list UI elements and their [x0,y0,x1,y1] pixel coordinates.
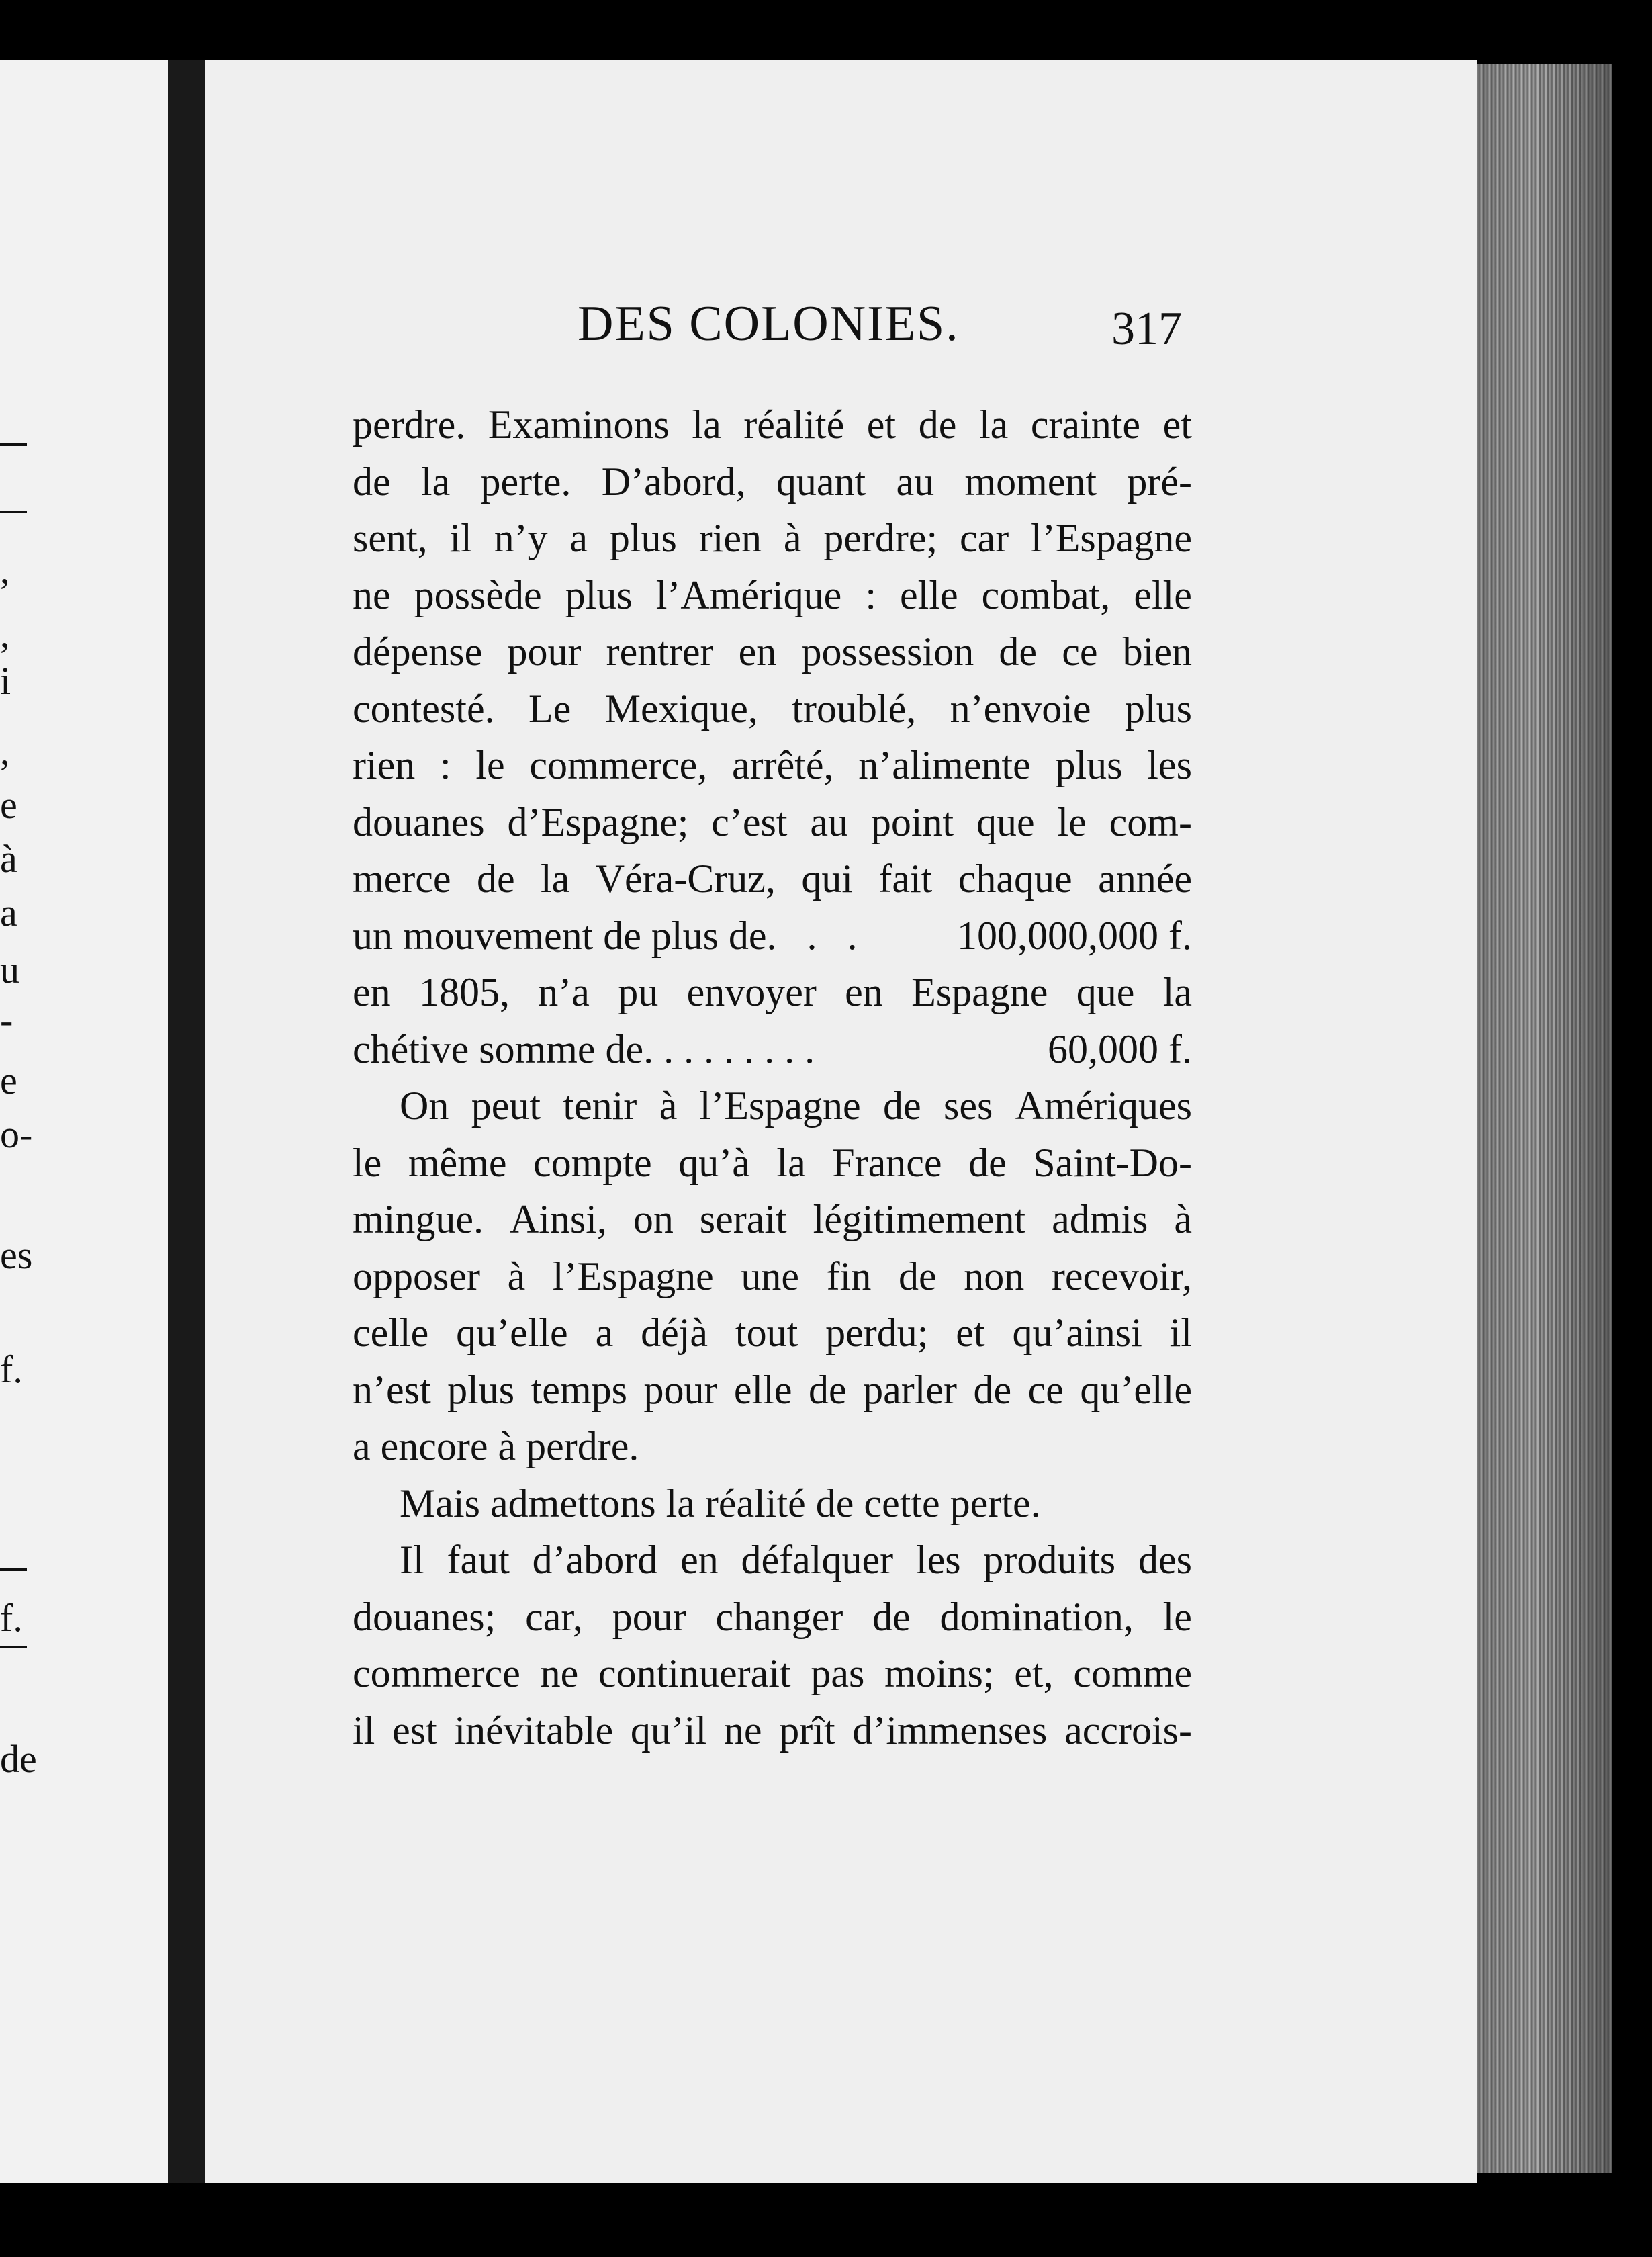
word: moment [964,459,1097,504]
facing-page-fragment: es [0,1233,33,1277]
word: ce [1027,1367,1064,1412]
word: peut [471,1083,541,1128]
word: ne [723,1708,762,1753]
word: fait [878,856,933,901]
word: car, [525,1594,583,1639]
facing-page-fragment: - [0,998,13,1042]
word: de [999,629,1038,674]
word: elle [900,572,958,617]
word: inévitable [454,1708,614,1753]
word: le [1057,799,1087,844]
word: à [507,1253,526,1298]
word: Examinons [488,402,670,447]
word: l’Espagne [699,1083,861,1128]
text-line [353,1475,1192,1532]
word: l’Espagne [1031,516,1192,560]
word: en [845,970,883,1014]
word: pu [618,970,659,1014]
word: pour [643,1367,718,1412]
word: a [595,1311,614,1355]
running-head: DES COLONIES. [578,296,960,351]
word: un mouvement de plus de. . . [353,913,858,958]
text-line [353,794,1192,851]
word: n’envoie [950,686,1091,731]
word: envoyer [686,970,817,1014]
word: la [1162,970,1192,1014]
word: Il [400,1538,424,1582]
word: non [964,1253,1025,1298]
word: même [408,1140,507,1185]
word: des [1138,1538,1192,1582]
word: de [973,1367,1012,1412]
word: chétive somme de. . . . . . . . . [353,1026,815,1071]
word: à [783,516,802,560]
word: tout [735,1311,798,1355]
word: année [1098,856,1192,901]
word: Ainsi, [509,1197,607,1241]
word: rien [698,516,762,560]
word: elle [733,1367,792,1412]
word: qu’à [678,1140,750,1185]
book-gutter [168,60,205,2183]
text-line [353,1532,1192,1589]
word: de [898,1253,937,1298]
word: en [353,970,391,1014]
word: com- [1109,799,1192,844]
word: douanes; [353,1594,496,1639]
word: les [915,1538,961,1582]
text-line [353,1702,1192,1759]
text-line [353,1418,1192,1475]
word: en [680,1538,719,1582]
word: serait [699,1197,787,1241]
text-line [353,1589,1192,1646]
word: est [392,1708,437,1753]
word: ne [353,572,391,617]
word: celle [353,1311,429,1355]
word: l’Amérique [655,572,842,617]
word: continuerait [598,1651,791,1695]
word: défalquer [741,1538,894,1582]
word: le [1162,1594,1192,1639]
word: parler [863,1367,958,1412]
text-line [353,1135,1192,1192]
text-line [353,964,1192,1021]
word: plus [1124,686,1192,731]
word: la [420,459,451,504]
word: rentrer [606,629,714,674]
text-line [353,623,1192,680]
text-line [353,680,1192,738]
text-line [353,850,1192,908]
word: changer [715,1594,843,1639]
word: de [809,1367,847,1412]
facing-page-fragment: e [0,783,17,827]
facing-page-fragment: u [0,948,19,991]
word: : [440,743,451,787]
word: de [353,459,391,504]
word: accrois- [1064,1708,1192,1753]
word: 1805, [418,970,510,1014]
word: il [353,1708,375,1753]
word: 60,000 f. [1048,1026,1192,1071]
word: d’Espagne; [507,799,689,844]
word: de [918,402,957,447]
text-line [353,1077,1192,1135]
word: tenir [563,1083,637,1128]
word: faut [447,1538,510,1582]
word: d’immenses [852,1708,1048,1753]
facing-page-fragment: a [0,891,17,934]
word: a encore à perdre. [353,1424,639,1468]
facing-page-fragment: o- [0,1112,33,1156]
word: temps [531,1367,627,1412]
word: n’alimente [858,743,1031,787]
word: n’y [494,516,548,560]
word: d’abord [532,1538,658,1582]
text-line [353,567,1192,624]
word: opposer [353,1253,480,1298]
text-line [353,737,1192,794]
facing-page-fragment: i [0,659,11,703]
word: perdre; [823,516,938,560]
word: elle [1134,572,1192,617]
facing-page-fragment: de [0,1737,37,1781]
word: pour [612,1594,686,1639]
page-number: 317 [1111,303,1182,355]
facing-page-rule [0,1568,27,1571]
word: 100,000,000 f. [957,913,1192,958]
word: et [866,402,897,447]
word: l’Espagne [552,1253,714,1298]
facing-page-fragment: f. [0,1596,23,1640]
word: de [476,856,515,901]
word: à [659,1083,678,1128]
word: qu’ainsi [1012,1311,1142,1355]
facing-page-rule [0,1646,27,1648]
facing-page-fragment: , [0,729,10,773]
word: à [1174,1197,1192,1241]
word: mingue. [353,1197,484,1241]
word: que [976,799,1035,844]
text-line [353,1645,1192,1702]
word: les [1147,743,1192,787]
text-line [353,1362,1192,1419]
word: qui [801,856,853,901]
word: en [738,629,777,674]
word: n’a [538,970,590,1014]
word: le [353,1140,382,1185]
word: la [776,1140,806,1185]
word: le [475,743,505,787]
word: Espagne [911,970,1048,1014]
word: recevoir, [1051,1253,1192,1298]
word: possède [414,572,542,617]
word: une [741,1253,800,1298]
word: perdu; [825,1311,929,1355]
word: pas [811,1651,865,1695]
word: compte [533,1140,652,1185]
word: car [959,516,1009,560]
text-line [353,1191,1192,1248]
word: c’est [711,799,788,844]
word: Mexique, [604,686,758,731]
word: au [810,799,848,844]
word: D’abord, [601,459,746,504]
word: quant [776,459,866,504]
word: arrêté, [731,743,834,787]
facing-page-fragment: e [0,1059,17,1102]
word: Saint-Do- [1033,1140,1192,1185]
word: plus [1055,743,1123,787]
word: la [978,402,1009,447]
word: chaque [958,856,1072,901]
word: qu’elle [456,1311,568,1355]
word: de [968,1140,1007,1185]
word: commerce [353,1651,520,1695]
facing-page-fragment: à [0,837,17,881]
text-line [353,1248,1192,1305]
word: perdre. [353,402,466,447]
word: perte. [480,459,571,504]
word: produits [983,1538,1116,1582]
word: ce [1062,629,1098,674]
word: pré- [1127,459,1192,504]
word: merce [353,856,451,901]
word: sent, [353,516,428,560]
facing-page-fragment: , [0,612,10,656]
word: qu’elle [1080,1367,1192,1412]
word: déjà [641,1311,708,1355]
word: rien [353,743,416,787]
word: dépense [353,629,483,674]
word: possession [801,629,974,674]
word: Amériques [1015,1083,1192,1128]
body-text [353,396,1192,1759]
word: comme [1073,1651,1192,1695]
word: au [896,459,935,504]
word: ne [540,1651,579,1695]
text-line [353,1304,1192,1362]
word: point [870,799,954,844]
word: de [882,1083,921,1128]
word: de [872,1594,911,1639]
facing-page-fragment: , [0,548,10,592]
word: légitimement [813,1197,1026,1241]
word: prît [779,1708,835,1753]
word: réalité [743,402,845,447]
word: fin [826,1253,872,1298]
word: ses [943,1083,993,1128]
word: que [1076,970,1135,1014]
word: et [956,1311,985,1355]
text-line [353,396,1192,453]
word: la [692,402,721,447]
word: on [633,1197,674,1241]
word: France [832,1140,942,1185]
word: qu’il [630,1708,707,1753]
word: admis [1052,1197,1148,1241]
word: plus [565,572,633,617]
word: : [865,572,876,617]
word: moins; [884,1651,995,1695]
word: douanes [353,799,485,844]
facing-page-fragment: f. [0,1347,23,1391]
word: commerce, [529,743,708,787]
text-line [353,908,1192,965]
word: Le [528,686,571,731]
word: il [449,516,472,560]
word: a [569,516,588,560]
word: plus [609,516,677,560]
word: combat, [981,572,1111,617]
word: domination, [939,1594,1134,1639]
word: et, [1014,1651,1054,1695]
word: bien [1122,629,1192,674]
word: Véra-Cruz, [595,856,776,901]
word: la [541,856,570,901]
word: n’est [353,1367,431,1412]
text-line [353,1021,1192,1078]
text-line [353,453,1192,511]
word: contesté. [353,686,495,731]
facing-page-rule [0,511,27,513]
text-line [353,510,1192,567]
word: il [1169,1311,1192,1355]
facing-page-rule [0,443,27,446]
word: Mais admettons la réalité de cette perte. [400,1480,1041,1525]
word: et [1162,402,1192,447]
word: On [400,1083,449,1128]
word: troublé, [792,686,917,731]
word: crainte [1030,402,1141,447]
word: pour [507,629,582,674]
word: plus [447,1367,515,1412]
